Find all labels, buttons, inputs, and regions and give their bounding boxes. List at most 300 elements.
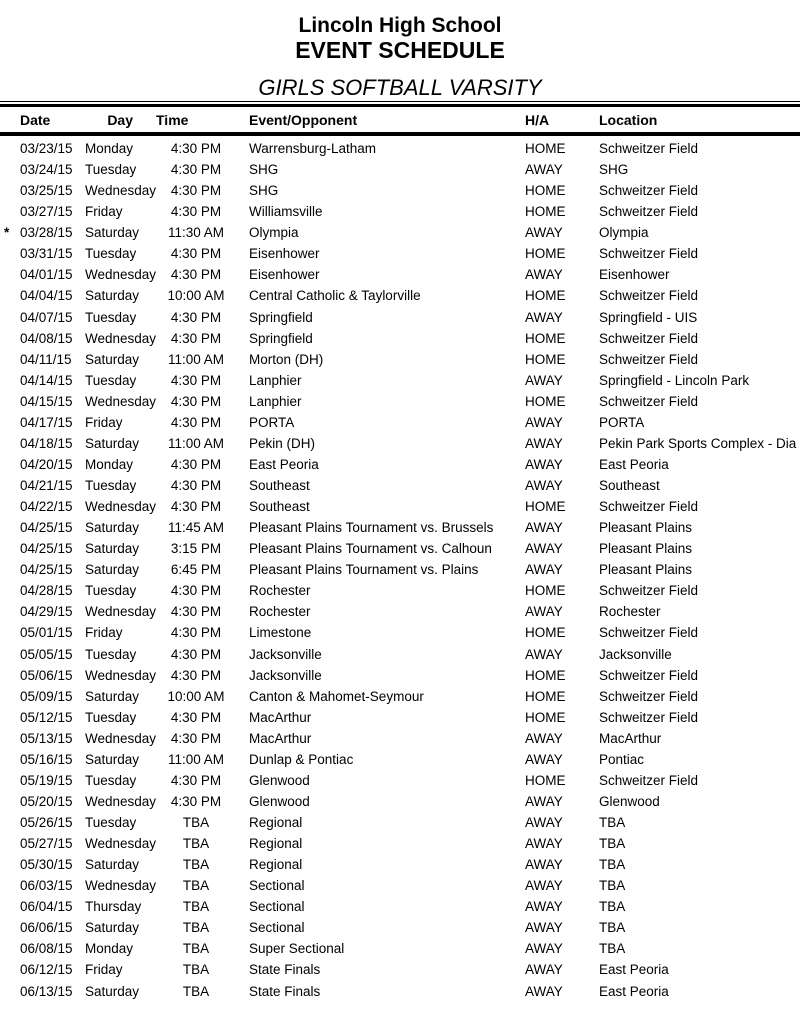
- day-cell: Saturday: [85, 541, 140, 557]
- day-cell: Tuesday: [85, 309, 137, 325]
- event-cell: Springfield: [249, 309, 313, 325]
- day-cell: Tuesday: [85, 372, 137, 388]
- table-row: [0, 559, 800, 580]
- day-cell: Saturday: [85, 562, 140, 578]
- location-cell: Eisenhower: [599, 267, 670, 283]
- day-cell: Tuesday: [85, 246, 137, 262]
- event-cell: Jacksonville: [249, 667, 322, 683]
- home-away-cell: AWAY: [525, 478, 563, 493]
- location-cell: Springfield - Lincoln Park: [599, 372, 750, 388]
- table-row: [0, 749, 800, 770]
- date-cell: 04/07/15: [20, 309, 73, 325]
- date-cell: 05/09/15: [20, 688, 73, 704]
- location-cell: MacArthur: [599, 730, 662, 746]
- time-cell: 4:30 PM: [170, 793, 222, 809]
- home-away-cell: HOME: [525, 709, 566, 725]
- time-cell: TBA: [182, 878, 210, 894]
- day-cell: Tuesday: [85, 162, 137, 178]
- day-cell: Tuesday: [85, 709, 137, 725]
- date-cell: 04/04/15: [20, 288, 73, 304]
- date-cell: 04/21/15: [20, 478, 73, 493]
- day-cell: Wednesday: [85, 330, 157, 346]
- date-cell: 04/11/15: [20, 351, 72, 367]
- home-away-cell: HOME: [525, 772, 566, 788]
- home-away-cell: AWAY: [525, 941, 563, 957]
- event-cell: Olympia: [249, 225, 299, 241]
- home-away-cell: AWAY: [525, 435, 563, 451]
- location-cell: Schweitzer Field: [599, 688, 699, 704]
- column-header-location: Location: [599, 112, 658, 128]
- day-cell: Wednesday: [85, 836, 157, 852]
- time-cell: 4:30 PM: [170, 372, 222, 388]
- home-away-cell: AWAY: [525, 836, 563, 852]
- location-cell: TBA: [599, 899, 626, 915]
- home-away-cell: HOME: [525, 499, 566, 515]
- event-cell: Springfield: [249, 330, 313, 346]
- date-cell: 03/24/15: [20, 162, 73, 178]
- location-cell: Pleasant Plains: [599, 541, 693, 557]
- event-cell: Lanphier: [249, 393, 302, 409]
- day-cell: Tuesday: [85, 815, 137, 830]
- time-cell: 4:30 PM: [170, 330, 222, 346]
- column-header-time: Time: [156, 112, 189, 128]
- home-away-cell: HOME: [525, 330, 566, 346]
- table-row: [0, 644, 800, 665]
- event-cell: Southeast: [249, 478, 310, 493]
- location-cell: Pleasant Plains: [599, 562, 693, 578]
- date-cell: 04/20/15: [20, 456, 73, 472]
- title-block: [0, 14, 800, 101]
- location-cell: TBA: [599, 857, 626, 873]
- table-row: [0, 728, 800, 749]
- table-row: [0, 917, 800, 938]
- location-cell: Schweitzer Field: [599, 393, 699, 409]
- home-away-cell: AWAY: [525, 414, 563, 430]
- location-cell: Jacksonville: [599, 646, 672, 662]
- time-cell: 4:30 PM: [170, 667, 222, 683]
- event-cell: SHG: [249, 183, 279, 199]
- date-cell: 05/19/15: [20, 772, 73, 788]
- table-row: [0, 686, 800, 707]
- event-cell: Super Sectional: [249, 941, 345, 957]
- location-cell: TBA: [599, 878, 626, 894]
- event-cell: Morton (DH): [249, 351, 324, 367]
- event-cell: Pekin (DH): [249, 435, 316, 451]
- event-cell: Central Catholic & Taylorville: [249, 288, 421, 304]
- location-cell: SHG: [599, 162, 629, 178]
- home-away-cell: HOME: [525, 204, 566, 220]
- home-away-cell: HOME: [525, 288, 566, 304]
- date-cell: 04/17/15: [20, 414, 73, 430]
- date-cell: 05/16/15: [20, 751, 73, 767]
- location-cell: Rochester: [599, 604, 661, 620]
- time-cell: 4:30 PM: [170, 478, 222, 493]
- day-cell: Friday: [85, 204, 123, 220]
- table-row: [0, 370, 800, 391]
- header-rule-thick-top: [0, 104, 800, 107]
- home-away-cell: HOME: [525, 393, 566, 409]
- day-cell: Wednesday: [85, 393, 157, 409]
- time-cell: TBA: [182, 815, 210, 830]
- date-cell: 05/01/15: [20, 625, 73, 641]
- date-cell: 05/12/15: [20, 709, 73, 725]
- date-cell: 06/13/15: [20, 983, 73, 999]
- time-cell: 4:30 PM: [170, 267, 222, 283]
- table-row: [0, 307, 800, 328]
- date-cell: 03/31/15: [20, 246, 73, 262]
- home-away-cell: AWAY: [525, 562, 563, 578]
- date-cell: 04/29/15: [20, 604, 73, 620]
- column-header-date: Date: [20, 112, 51, 128]
- date-cell: 04/25/15: [20, 562, 73, 578]
- table-row: [0, 180, 800, 201]
- table-row: [0, 264, 800, 285]
- date-cell: 04/25/15: [20, 520, 73, 536]
- event-cell: Pleasant Plains Tournament vs. Brussels: [249, 520, 494, 536]
- time-cell: 4:30 PM: [170, 625, 222, 641]
- table-row: [0, 159, 800, 180]
- day-cell: Saturday: [85, 520, 140, 536]
- location-cell: Schweitzer Field: [599, 499, 699, 515]
- event-cell: Sectional: [249, 899, 305, 915]
- date-cell: 04/18/15: [20, 435, 73, 451]
- event-cell: State Finals: [249, 962, 321, 978]
- location-cell: East Peoria: [599, 962, 669, 978]
- day-cell: Friday: [85, 625, 123, 641]
- location-cell: TBA: [599, 815, 626, 830]
- time-cell: 4:30 PM: [170, 393, 222, 409]
- table-row: [0, 791, 800, 812]
- header-rule-thick-bottom: [0, 132, 800, 136]
- home-away-cell: HOME: [525, 183, 566, 199]
- home-away-cell: AWAY: [525, 372, 563, 388]
- location-cell: Glenwood: [599, 793, 660, 809]
- day-cell: Saturday: [85, 920, 140, 936]
- time-cell: 4:30 PM: [170, 162, 222, 178]
- day-cell: Wednesday: [85, 183, 157, 199]
- table-row: [0, 580, 800, 601]
- event-cell: Eisenhower: [249, 246, 320, 262]
- column-header-home-away: H/A: [525, 112, 550, 128]
- time-cell: 4:30 PM: [170, 730, 222, 746]
- time-cell: 10:00 AM: [167, 288, 225, 304]
- home-away-cell: AWAY: [525, 267, 563, 283]
- day-cell: Friday: [85, 962, 123, 978]
- location-cell: Pleasant Plains: [599, 520, 693, 536]
- home-away-cell: AWAY: [525, 793, 563, 809]
- event-cell: Regional: [249, 836, 303, 852]
- star-marker: *: [4, 225, 10, 241]
- date-cell: 04/08/15: [20, 330, 73, 346]
- event-cell: Sectional: [249, 920, 305, 936]
- home-away-cell: HOME: [525, 351, 566, 367]
- table-row: [0, 285, 800, 306]
- day-cell: Tuesday: [85, 646, 137, 662]
- column-header-event: Event/Opponent: [249, 112, 358, 128]
- location-cell: PORTA: [599, 414, 645, 430]
- location-cell: Olympia: [599, 225, 649, 241]
- day-cell: Wednesday: [85, 793, 157, 809]
- table-row: [0, 201, 800, 222]
- table-row: [0, 601, 800, 622]
- table-header: [0, 101, 800, 136]
- date-cell: 05/27/15: [20, 836, 73, 852]
- home-away-cell: AWAY: [525, 751, 563, 767]
- home-away-cell: AWAY: [525, 815, 563, 830]
- time-cell: 4:30 PM: [170, 309, 222, 325]
- event-cell: Rochester: [249, 583, 311, 599]
- day-cell: Friday: [85, 414, 123, 430]
- day-cell: Saturday: [85, 288, 140, 304]
- table-row: [0, 833, 800, 854]
- time-cell: TBA: [182, 920, 210, 936]
- location-cell: Schweitzer Field: [599, 330, 699, 346]
- event-cell: State Finals: [249, 983, 321, 999]
- event-cell: Dunlap & Pontiac: [249, 751, 354, 767]
- home-away-cell: AWAY: [525, 857, 563, 873]
- date-cell: 05/30/15: [20, 857, 73, 873]
- event-cell: Jacksonville: [249, 646, 322, 662]
- day-cell: Wednesday: [85, 267, 157, 283]
- time-cell: TBA: [182, 941, 210, 957]
- event-cell: Pleasant Plains Tournament vs. Calhoun: [249, 541, 492, 557]
- time-cell: 4:30 PM: [170, 246, 222, 262]
- location-cell: Springfield - UIS: [599, 309, 698, 325]
- time-cell: 4:30 PM: [170, 204, 222, 220]
- day-cell: Saturday: [85, 857, 140, 873]
- location-cell: Schweitzer Field: [599, 183, 699, 199]
- time-cell: TBA: [182, 836, 210, 852]
- date-cell: 04/22/15: [20, 499, 73, 515]
- home-away-cell: AWAY: [525, 878, 563, 894]
- date-cell: 03/27/15: [20, 204, 73, 220]
- table-row: [0, 328, 800, 349]
- home-away-cell: HOME: [525, 246, 566, 262]
- table-row: [0, 959, 800, 980]
- time-cell: TBA: [182, 962, 210, 978]
- table-row: [0, 222, 800, 243]
- event-cell: Eisenhower: [249, 267, 320, 283]
- time-cell: 11:00 AM: [167, 351, 225, 367]
- header-rule-thin: [0, 101, 800, 102]
- table-row: [0, 875, 800, 896]
- event-cell: SHG: [249, 162, 279, 178]
- table-row: [0, 454, 800, 475]
- location-cell: Schweitzer Field: [599, 709, 699, 725]
- time-cell: 4:30 PM: [170, 414, 222, 430]
- date-cell: 04/14/15: [20, 372, 73, 388]
- location-cell: Schweitzer Field: [599, 141, 699, 156]
- time-cell: 4:30 PM: [170, 183, 222, 199]
- home-away-cell: AWAY: [525, 309, 563, 325]
- location-cell: Southeast: [599, 478, 660, 493]
- home-away-cell: HOME: [525, 625, 566, 641]
- event-cell: MacArthur: [249, 709, 312, 725]
- home-away-cell: HOME: [525, 583, 566, 599]
- home-away-cell: AWAY: [525, 225, 563, 241]
- day-cell: Saturday: [85, 351, 140, 367]
- time-cell: 4:30 PM: [170, 709, 222, 725]
- home-away-cell: AWAY: [525, 899, 563, 915]
- date-cell: 04/28/15: [20, 583, 73, 599]
- day-cell: Tuesday: [85, 478, 137, 493]
- day-cell: Saturday: [85, 688, 140, 704]
- date-cell: 03/28/15: [20, 225, 73, 241]
- event-cell: Lanphier: [249, 372, 302, 388]
- table-row: [0, 770, 800, 791]
- event-cell: Glenwood: [249, 772, 310, 788]
- event-cell: Rochester: [249, 604, 311, 620]
- event-cell: PORTA: [249, 414, 295, 430]
- time-cell: 11:00 AM: [167, 751, 225, 767]
- home-away-cell: HOME: [525, 141, 566, 156]
- event-cell: MacArthur: [249, 730, 312, 746]
- event-cell: Pleasant Plains Tournament vs. Plains: [249, 562, 479, 578]
- day-cell: Tuesday: [85, 772, 137, 788]
- time-cell: 4:30 PM: [170, 646, 222, 662]
- table-row: [0, 412, 800, 433]
- date-cell: 06/12/15: [20, 962, 73, 978]
- date-cell: 05/13/15: [20, 730, 73, 746]
- date-cell: 06/08/15: [20, 941, 73, 957]
- home-away-cell: AWAY: [525, 962, 563, 978]
- location-cell: Schweitzer Field: [599, 288, 699, 304]
- time-cell: 6:45 PM: [170, 562, 222, 578]
- date-cell: 06/04/15: [20, 899, 73, 915]
- location-cell: East Peoria: [599, 456, 669, 472]
- day-cell: Wednesday: [85, 499, 157, 515]
- day-cell: Monday: [85, 941, 134, 957]
- school-name: Lincoln High School: [298, 14, 502, 37]
- time-cell: 10:00 AM: [167, 688, 225, 704]
- table-row: [0, 707, 800, 728]
- home-away-cell: AWAY: [525, 520, 563, 536]
- time-cell: TBA: [182, 899, 210, 915]
- table-row: [0, 475, 800, 496]
- time-cell: 11:30 AM: [167, 225, 225, 241]
- time-cell: 3:15 PM: [170, 541, 222, 557]
- time-cell: 11:45 AM: [167, 520, 225, 536]
- date-cell: 05/20/15: [20, 793, 73, 809]
- time-cell: 4:30 PM: [170, 499, 222, 515]
- event-cell: Sectional: [249, 878, 305, 894]
- date-cell: 04/15/15: [20, 393, 73, 409]
- home-away-cell: AWAY: [525, 604, 563, 620]
- day-cell: Monday: [85, 456, 134, 472]
- day-cell: Wednesday: [85, 730, 157, 746]
- event-cell: Glenwood: [249, 793, 310, 809]
- home-away-cell: HOME: [525, 667, 566, 683]
- table-row: [0, 665, 800, 686]
- date-cell: 05/06/15: [20, 667, 73, 683]
- event-cell: Regional: [249, 857, 303, 873]
- event-cell: East Peoria: [249, 456, 319, 472]
- location-cell: Schweitzer Field: [599, 625, 699, 641]
- day-cell: Wednesday: [85, 878, 157, 894]
- table-row: [0, 517, 800, 538]
- time-cell: 4:30 PM: [170, 604, 222, 620]
- day-cell: Wednesday: [85, 604, 157, 620]
- table-row: [0, 812, 800, 833]
- location-cell: Schweitzer Field: [599, 246, 699, 262]
- location-cell: Schweitzer Field: [599, 772, 699, 788]
- home-away-cell: AWAY: [525, 983, 563, 999]
- time-cell: TBA: [182, 857, 210, 873]
- location-cell: TBA: [599, 941, 626, 957]
- table-row: [0, 349, 800, 370]
- table-row: [0, 622, 800, 643]
- day-cell: Monday: [85, 141, 134, 156]
- day-cell: Saturday: [85, 435, 140, 451]
- home-away-cell: AWAY: [525, 456, 563, 472]
- page-title: EVENT SCHEDULE: [295, 37, 505, 64]
- team-subtitle: GIRLS SOFTBALL VARSITY: [258, 75, 542, 101]
- time-cell: TBA: [182, 983, 210, 999]
- day-cell: Tuesday: [85, 583, 137, 599]
- event-cell: Limestone: [249, 625, 312, 641]
- time-cell: 4:30 PM: [170, 141, 222, 156]
- column-header-day: Day: [107, 112, 133, 128]
- time-cell: 11:00 AM: [167, 435, 225, 451]
- day-cell: Saturday: [85, 751, 140, 767]
- table-row: [0, 538, 800, 559]
- event-cell: Southeast: [249, 499, 310, 515]
- location-cell: Schweitzer Field: [599, 204, 699, 220]
- date-cell: 03/25/15: [20, 183, 73, 199]
- event-cell: Canton & Mahomet-Seymour: [249, 688, 424, 704]
- date-cell: 05/26/15: [20, 815, 73, 830]
- day-cell: Saturday: [85, 225, 140, 241]
- home-away-cell: AWAY: [525, 541, 563, 557]
- date-cell: 03/23/15: [20, 141, 73, 156]
- table-row: [0, 138, 800, 159]
- date-cell: 06/03/15: [20, 878, 73, 894]
- home-away-cell: AWAY: [525, 920, 563, 936]
- table-row: [0, 981, 800, 1002]
- event-cell: Regional: [249, 815, 303, 830]
- date-cell: 06/06/15: [20, 920, 73, 936]
- table-row: [0, 896, 800, 917]
- time-cell: 4:30 PM: [170, 583, 222, 599]
- table-row: [0, 496, 800, 517]
- location-cell: Schweitzer Field: [599, 351, 699, 367]
- day-cell: Saturday: [85, 983, 140, 999]
- location-cell: East Peoria: [599, 983, 669, 999]
- time-cell: 4:30 PM: [170, 772, 222, 788]
- date-cell: 05/05/15: [20, 646, 73, 662]
- location-cell: Schweitzer Field: [599, 667, 699, 683]
- day-cell: Wednesday: [85, 667, 157, 683]
- home-away-cell: AWAY: [525, 730, 563, 746]
- table-row: [0, 938, 800, 959]
- date-cell: 04/01/15: [20, 267, 73, 283]
- day-cell: Thursday: [85, 899, 142, 915]
- event-cell: Williamsville: [249, 204, 323, 220]
- home-away-cell: AWAY: [525, 162, 563, 178]
- table-row: [0, 854, 800, 875]
- table-row: [0, 433, 800, 454]
- schedule-table-body: [0, 138, 800, 1002]
- home-away-cell: AWAY: [525, 646, 563, 662]
- location-cell: Schweitzer Field: [599, 583, 699, 599]
- date-cell: 04/25/15: [20, 541, 73, 557]
- location-cell: Pontiac: [599, 751, 645, 767]
- location-cell: TBA: [599, 920, 626, 936]
- table-row: [0, 243, 800, 264]
- home-away-cell: HOME: [525, 688, 566, 704]
- event-cell: Warrensburg-Latham: [249, 141, 377, 156]
- location-cell: TBA: [599, 836, 626, 852]
